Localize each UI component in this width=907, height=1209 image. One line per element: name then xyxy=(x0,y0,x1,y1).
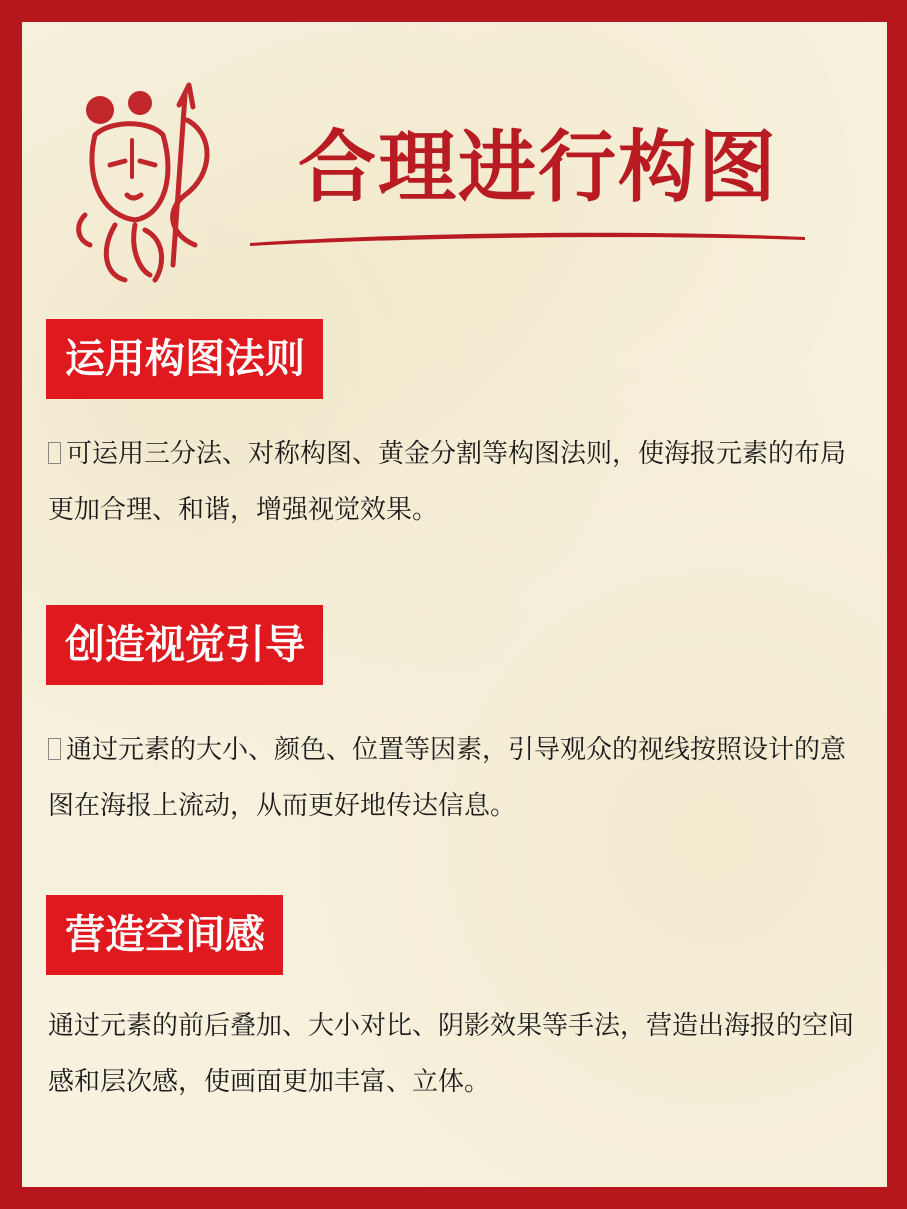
section-header-visual-guidance: 创造视觉引导 xyxy=(46,605,323,685)
section-body-composition-rules xyxy=(48,426,866,538)
section-text: 通过元素的大小、颜色、位置等因素，引导观众的视线按照设计的意图在海报上流动，从而更好地传达信息。 xyxy=(48,735,847,821)
opera-character-logo-icon xyxy=(55,65,230,295)
section-header-composition-rules: 运用构图法则 xyxy=(46,319,323,399)
section-body-visual-guidance xyxy=(48,722,866,834)
section-text: 可运用三分法、对称构图、黄金分割等构图法则，使海报元素的布局更加合理、和谐，增强视觉效果。 xyxy=(48,439,847,525)
missing-glyph-box-icon xyxy=(48,442,61,464)
section-body-spatial-depth: 通过元素的前后叠加、大小对比、阴影效果等手法，营造出海报的空间感和层次感，使画面更加丰富、立体。 xyxy=(48,1011,855,1097)
section-header-spatial-depth: 营造空间感 xyxy=(46,895,283,975)
brush-underline xyxy=(245,225,810,249)
missing-glyph-box-icon xyxy=(48,738,61,760)
page-title: 合理进行构图 xyxy=(298,122,779,213)
